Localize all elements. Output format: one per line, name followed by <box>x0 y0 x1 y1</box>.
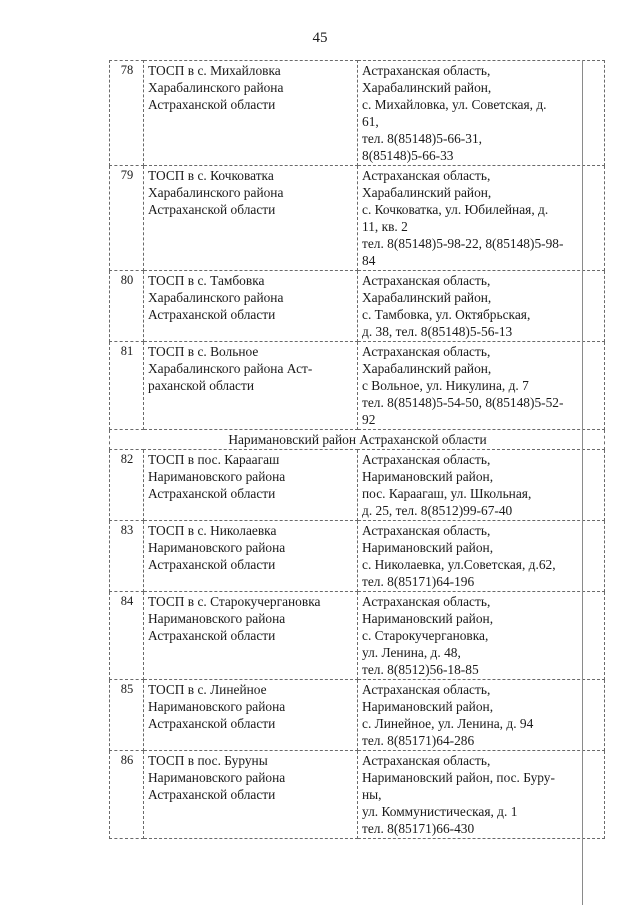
row-number: 86 <box>110 751 144 839</box>
office-name-line: ТОСП в с. Вольное <box>148 344 259 359</box>
office-name-line: Астраханской области <box>148 628 276 643</box>
address-line: 11, кв. 2 <box>362 219 408 234</box>
office-name-line: Астраханской области <box>148 202 276 217</box>
address-cell <box>358 61 605 166</box>
table-row <box>110 61 605 166</box>
address-line: Астраханская область, <box>362 452 491 467</box>
office-name-cell <box>144 166 358 271</box>
address-line: тел. 8(85171)64-286 <box>362 733 475 748</box>
address-cell <box>358 680 605 751</box>
office-name-line: Харабалинского района <box>148 290 284 305</box>
office-name-line: ТОСП в с. Кочковатка <box>148 168 274 183</box>
office-name-line: Наримановского района <box>148 469 286 484</box>
address-line: с. Старокучергановка, <box>362 628 489 643</box>
address-line: тел. 8(85171)66-430 <box>362 821 475 836</box>
row-number: 83 <box>110 521 144 592</box>
address-line: Наримановский район, <box>362 540 494 555</box>
address-line: 92 <box>362 412 376 427</box>
office-name-line: Астраханской области <box>148 486 276 501</box>
address-line: Наримановский район, пос. Буру- <box>362 770 555 785</box>
office-name-line: раханской области <box>148 378 255 393</box>
table-row <box>110 680 605 751</box>
address-line: ул. Коммунистическая, д. 1 <box>362 804 518 819</box>
address-line: Астраханская область, <box>362 594 491 609</box>
address-line: Наримановский район, <box>362 699 494 714</box>
table-row <box>110 271 605 342</box>
address-line: д. 25, тел. 8(8512)99-67-40 <box>362 503 513 518</box>
address-cell <box>358 751 605 839</box>
table-row <box>110 450 605 521</box>
address-line: Астраханская область, <box>362 682 491 697</box>
address-cell <box>358 521 605 592</box>
section-title: Наримановский район Астраханской области <box>110 430 605 450</box>
office-name-line: Наримановского района <box>148 611 286 626</box>
address-line: с. Кочковатка, ул. Юбилейная, д. <box>362 202 549 217</box>
address-line: тел. 8(85148)5-54-50, 8(85148)5-52- <box>362 395 564 410</box>
address-cell <box>358 592 605 680</box>
office-name-cell <box>144 450 358 521</box>
office-name-line: Астраханской области <box>148 787 276 802</box>
address-line: 84 <box>362 253 376 268</box>
address-line: Харабалинский район, <box>362 290 492 305</box>
address-line: Астраханская область, <box>362 344 491 359</box>
table-row <box>110 166 605 271</box>
office-name-cell <box>144 592 358 680</box>
registry-table <box>109 60 605 839</box>
row-number: 84 <box>110 592 144 680</box>
office-name-line: Наримановского района <box>148 540 286 555</box>
office-name-line: Астраханской области <box>148 97 276 112</box>
address-line: с. Линейное, ул. Ленина, д. 94 <box>362 716 534 731</box>
address-line: Астраханская область, <box>362 273 491 288</box>
address-line: Астраханская область, <box>362 168 491 183</box>
address-line: ул. Ленина, д. 48, <box>362 645 461 660</box>
address-line: с Вольное, ул. Никулина, д. 7 <box>362 378 529 393</box>
table-row <box>110 592 605 680</box>
address-line: Харабалинский район, <box>362 80 492 95</box>
address-line: пос. Караагаш, ул. Школьная, <box>362 486 532 501</box>
table-row <box>110 342 605 430</box>
address-line: Наримановский район, <box>362 469 494 484</box>
address-line: тел. 8(85148)5-98-22, 8(85148)5-98- <box>362 236 564 251</box>
address-line: с. Николаевка, ул.Советская, д.62, <box>362 557 556 572</box>
address-line: с. Михайловка, ул. Советская, д. <box>362 97 547 112</box>
scan-margin-line <box>582 60 583 905</box>
address-line: Астраханская область, <box>362 523 491 538</box>
office-name-cell <box>144 271 358 342</box>
office-name-line: ТОСП в с. Николаевка <box>148 523 277 538</box>
address-line: Харабалинский район, <box>362 185 492 200</box>
office-name-cell <box>144 521 358 592</box>
address-line: 8(85148)5-66-33 <box>362 148 454 163</box>
office-name-line: Астраханской области <box>148 557 276 572</box>
address-cell <box>358 450 605 521</box>
office-name-line: ТОСП в с. Михайловка <box>148 63 281 78</box>
address-line: тел. 8(85148)5-66-31, <box>362 131 483 146</box>
table-row <box>110 521 605 592</box>
row-number: 85 <box>110 680 144 751</box>
office-name-line: ТОСП в с. Тамбовка <box>148 273 265 288</box>
address-line: д. 38, тел. 8(85148)5-56-13 <box>362 324 513 339</box>
page-number: 45 <box>312 30 328 46</box>
row-number: 81 <box>110 342 144 430</box>
office-name-line: Харабалинского района <box>148 185 284 200</box>
address-cell <box>358 271 605 342</box>
office-name-line: Харабалинского района <box>148 80 284 95</box>
address-line: Астраханская область, <box>362 63 491 78</box>
address-line: 61, <box>362 114 379 129</box>
office-name-line: ТОСП в пос. Буруны <box>148 753 268 768</box>
address-line: Харабалинский район, <box>362 361 492 376</box>
office-name-cell <box>144 342 358 430</box>
address-line: Астраханская область, <box>362 753 491 768</box>
row-number: 80 <box>110 271 144 342</box>
office-name-line: ТОСП в с. Линейное <box>148 682 267 697</box>
office-name-cell <box>144 61 358 166</box>
office-name-line: Астраханской области <box>148 307 276 322</box>
address-line: тел. 8(85171)64-196 <box>362 574 475 589</box>
office-name-cell <box>144 751 358 839</box>
row-number: 79 <box>110 166 144 271</box>
row-number: 78 <box>110 61 144 166</box>
office-name-line: Наримановского района <box>148 770 286 785</box>
address-line: ны, <box>362 787 382 802</box>
office-name-line: ТОСП в пос. Караагаш <box>148 452 280 467</box>
address-cell <box>358 342 605 430</box>
office-name-line: Харабалинского района Аст- <box>148 361 313 376</box>
section-header-row <box>110 430 605 450</box>
office-name-line: ТОСП в с. Старокучергановка <box>148 594 321 609</box>
address-line: Наримановский район, <box>362 611 494 626</box>
office-name-line: Астраханской области <box>148 716 276 731</box>
office-name-line: Наримановского района <box>148 699 286 714</box>
office-name-cell <box>144 680 358 751</box>
registry-table-body <box>110 61 605 839</box>
row-number: 82 <box>110 450 144 521</box>
address-cell <box>358 166 605 271</box>
table-row <box>110 751 605 839</box>
address-line: тел. 8(8512)56-18-85 <box>362 662 479 677</box>
address-line: с. Тамбовка, ул. Октябрьская, <box>362 307 531 322</box>
